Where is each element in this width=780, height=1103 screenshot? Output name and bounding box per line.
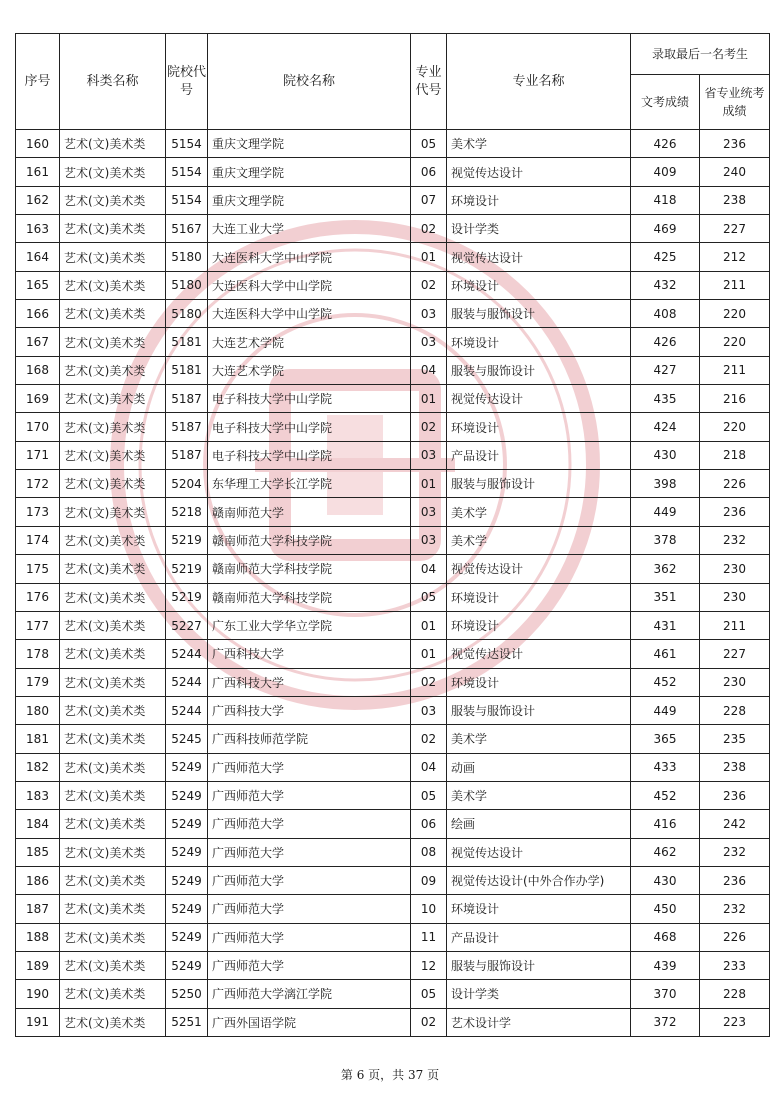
row-province-score: 233: [700, 951, 770, 979]
row-culture-score: 432: [631, 271, 700, 299]
row-category: 艺术(文)美术类: [60, 498, 166, 526]
row-province-score: 226: [700, 923, 770, 951]
row-major-name: 美术学: [447, 725, 631, 753]
row-seq: 168: [16, 356, 60, 384]
row-province-score: 216: [700, 385, 770, 413]
row-major-name: 美术学: [447, 130, 631, 158]
row-school-name: 大连医科大学中山学院: [208, 271, 411, 299]
row-major-name: 产品设计: [447, 923, 631, 951]
row-province-score: 230: [700, 555, 770, 583]
row-culture-score: 409: [631, 158, 700, 186]
row-major-code: 01: [411, 470, 447, 498]
row-school-name: 重庆文理学院: [208, 186, 411, 214]
header-last-admitted: 录取最后一名考生: [631, 34, 770, 75]
row-school-name: 广西科技大学: [208, 640, 411, 668]
row-school-name: 赣南师范大学科技学院: [208, 555, 411, 583]
header-seq: 序号: [16, 34, 60, 130]
row-major-code: 01: [411, 243, 447, 271]
table-row: [16, 271, 770, 299]
row-school-code: 5249: [166, 781, 208, 809]
row-school-code: 5250: [166, 980, 208, 1008]
header-school-name: 院校名称: [208, 34, 411, 130]
row-culture-score: 351: [631, 583, 700, 611]
row-major-name: 服装与服饰设计: [447, 300, 631, 328]
row-culture-score: 430: [631, 866, 700, 894]
row-category: 艺术(文)美术类: [60, 753, 166, 781]
row-major-name: 环境设计: [447, 668, 631, 696]
table-row: [16, 158, 770, 186]
row-school-code: 5245: [166, 725, 208, 753]
table-row: [16, 356, 770, 384]
table-row: [16, 130, 770, 158]
row-school-name: 赣南师范大学科技学院: [208, 583, 411, 611]
row-culture-score: 416: [631, 810, 700, 838]
row-seq: 172: [16, 470, 60, 498]
row-school-name: 广西科技大学: [208, 696, 411, 724]
row-seq: 191: [16, 1008, 60, 1036]
row-major-code: 07: [411, 186, 447, 214]
row-major-name: 服装与服饰设计: [447, 470, 631, 498]
row-category: 艺术(文)美术类: [60, 385, 166, 413]
row-culture-score: 461: [631, 640, 700, 668]
row-school-name: 电子科技大学中山学院: [208, 385, 411, 413]
row-seq: 170: [16, 413, 60, 441]
row-culture-score: 450: [631, 895, 700, 923]
table-row: [16, 300, 770, 328]
row-school-code: 5187: [166, 413, 208, 441]
row-school-name: 重庆文理学院: [208, 130, 411, 158]
row-major-name: 视觉传达设计: [447, 640, 631, 668]
row-seq: 177: [16, 611, 60, 639]
row-culture-score: 418: [631, 186, 700, 214]
row-major-name: 产品设计: [447, 441, 631, 469]
row-school-name: 大连医科大学中山学院: [208, 243, 411, 271]
row-seq: 184: [16, 810, 60, 838]
row-school-name: 广西师范大学: [208, 781, 411, 809]
row-province-score: 232: [700, 838, 770, 866]
row-province-score: 236: [700, 781, 770, 809]
row-seq: 178: [16, 640, 60, 668]
row-province-score: 211: [700, 356, 770, 384]
table-row: [16, 441, 770, 469]
row-category: 艺术(文)美术类: [60, 668, 166, 696]
row-major-name: 视觉传达设计: [447, 385, 631, 413]
row-school-name: 电子科技大学中山学院: [208, 441, 411, 469]
row-seq: 183: [16, 781, 60, 809]
table-row: [16, 470, 770, 498]
row-province-score: 220: [700, 328, 770, 356]
row-category: 艺术(文)美术类: [60, 1008, 166, 1036]
row-major-name: 美术学: [447, 781, 631, 809]
row-seq: 188: [16, 923, 60, 951]
row-school-name: 广西师范大学: [208, 866, 411, 894]
row-school-name: 大连艺术学院: [208, 356, 411, 384]
row-school-code: 5249: [166, 866, 208, 894]
row-seq: 190: [16, 980, 60, 1008]
row-category: 艺术(文)美术类: [60, 470, 166, 498]
row-school-name: 广西科技大学: [208, 668, 411, 696]
row-category: 艺术(文)美术类: [60, 696, 166, 724]
row-major-code: 04: [411, 356, 447, 384]
row-school-name: 广西师范大学: [208, 810, 411, 838]
row-province-score: 227: [700, 215, 770, 243]
row-culture-score: 433: [631, 753, 700, 781]
row-seq: 186: [16, 866, 60, 894]
row-province-score: 218: [700, 441, 770, 469]
row-school-code: 5204: [166, 470, 208, 498]
table-row: [16, 838, 770, 866]
row-category: 艺术(文)美术类: [60, 583, 166, 611]
row-school-code: 5249: [166, 923, 208, 951]
row-major-name: 设计学类: [447, 215, 631, 243]
row-province-score: 240: [700, 158, 770, 186]
row-category: 艺术(文)美术类: [60, 838, 166, 866]
row-culture-score: 408: [631, 300, 700, 328]
header-culture-score: 文考成绩: [631, 75, 700, 130]
row-school-name: 广西师范大学: [208, 838, 411, 866]
row-category: 艺术(文)美术类: [60, 980, 166, 1008]
row-major-name: 绘画: [447, 810, 631, 838]
row-category: 艺术(文)美术类: [60, 555, 166, 583]
table-row: [16, 413, 770, 441]
row-major-name: 服装与服饰设计: [447, 696, 631, 724]
row-province-score: 236: [700, 130, 770, 158]
row-major-code: 02: [411, 413, 447, 441]
row-seq: 181: [16, 725, 60, 753]
row-school-code: 5219: [166, 583, 208, 611]
row-major-name: 视觉传达设计: [447, 838, 631, 866]
row-major-code: 02: [411, 725, 447, 753]
row-seq: 165: [16, 271, 60, 299]
row-province-score: 226: [700, 470, 770, 498]
row-school-code: 5180: [166, 271, 208, 299]
row-school-code: 5249: [166, 810, 208, 838]
row-culture-score: 452: [631, 781, 700, 809]
row-category: 艺术(文)美术类: [60, 640, 166, 668]
row-school-code: 5181: [166, 356, 208, 384]
row-school-code: 5227: [166, 611, 208, 639]
table-row: [16, 215, 770, 243]
header-province-score: 省专业统考成绩: [700, 75, 770, 130]
row-major-code: 03: [411, 498, 447, 526]
table-row: [16, 328, 770, 356]
row-culture-score: 430: [631, 441, 700, 469]
row-province-score: 236: [700, 866, 770, 894]
row-culture-score: 365: [631, 725, 700, 753]
row-category: 艺术(文)美术类: [60, 923, 166, 951]
row-major-name: 环境设计: [447, 328, 631, 356]
row-category: 艺术(文)美术类: [60, 413, 166, 441]
row-seq: 169: [16, 385, 60, 413]
row-school-code: 5219: [166, 555, 208, 583]
row-major-name: 环境设计: [447, 413, 631, 441]
row-culture-score: 468: [631, 923, 700, 951]
row-school-name: 广西师范大学: [208, 895, 411, 923]
row-seq: 187: [16, 895, 60, 923]
row-seq: 171: [16, 441, 60, 469]
row-seq: 179: [16, 668, 60, 696]
row-culture-score: 439: [631, 951, 700, 979]
row-major-name: 美术学: [447, 526, 631, 554]
table-row: [16, 498, 770, 526]
row-province-score: 228: [700, 980, 770, 1008]
row-seq: 182: [16, 753, 60, 781]
row-major-code: 03: [411, 696, 447, 724]
row-major-name: 艺术设计学: [447, 1008, 631, 1036]
row-school-code: 5249: [166, 951, 208, 979]
admission-table: [15, 33, 770, 1037]
header-major-name: 专业名称: [447, 34, 631, 130]
row-province-score: 238: [700, 186, 770, 214]
row-seq: 166: [16, 300, 60, 328]
table-row: [16, 781, 770, 809]
row-major-code: 04: [411, 753, 447, 781]
row-major-name: 环境设计: [447, 186, 631, 214]
row-province-score: 230: [700, 668, 770, 696]
row-culture-score: 425: [631, 243, 700, 271]
row-category: 艺术(文)美术类: [60, 186, 166, 214]
row-major-code: 01: [411, 611, 447, 639]
row-school-name: 大连医科大学中山学院: [208, 300, 411, 328]
row-school-code: 5187: [166, 385, 208, 413]
row-culture-score: 449: [631, 696, 700, 724]
row-school-name: 广西外国语学院: [208, 1008, 411, 1036]
row-school-code: 5219: [166, 526, 208, 554]
row-school-code: 5187: [166, 441, 208, 469]
row-province-score: 232: [700, 526, 770, 554]
row-school-code: 5154: [166, 130, 208, 158]
header-school-code: 院校代号: [166, 34, 208, 130]
row-culture-score: 378: [631, 526, 700, 554]
row-major-name: 视觉传达设计: [447, 158, 631, 186]
table-row: [16, 385, 770, 413]
row-province-score: 220: [700, 413, 770, 441]
row-major-name: 视觉传达设计(中外合作办学): [447, 866, 631, 894]
row-major-name: 服装与服饰设计: [447, 356, 631, 384]
row-category: 艺术(文)美术类: [60, 441, 166, 469]
table-row: [16, 668, 770, 696]
row-school-code: 5154: [166, 158, 208, 186]
row-category: 艺术(文)美术类: [60, 215, 166, 243]
table-row: [16, 696, 770, 724]
row-culture-score: 426: [631, 328, 700, 356]
row-major-code: 03: [411, 526, 447, 554]
row-category: 艺术(文)美术类: [60, 271, 166, 299]
row-culture-score: 449: [631, 498, 700, 526]
row-province-score: 242: [700, 810, 770, 838]
row-category: 艺术(文)美术类: [60, 895, 166, 923]
row-culture-score: 362: [631, 555, 700, 583]
row-major-name: 美术学: [447, 498, 631, 526]
row-category: 艺术(文)美术类: [60, 951, 166, 979]
row-seq: 189: [16, 951, 60, 979]
row-major-code: 09: [411, 866, 447, 894]
row-school-code: 5218: [166, 498, 208, 526]
row-culture-score: 398: [631, 470, 700, 498]
row-major-name: 视觉传达设计: [447, 555, 631, 583]
row-major-code: 02: [411, 1008, 447, 1036]
table-row: [16, 895, 770, 923]
row-school-code: 5180: [166, 300, 208, 328]
row-province-score: 228: [700, 696, 770, 724]
row-major-code: 03: [411, 328, 447, 356]
row-school-code: 5249: [166, 838, 208, 866]
row-school-code: 5167: [166, 215, 208, 243]
row-province-score: 232: [700, 895, 770, 923]
row-major-code: 06: [411, 810, 447, 838]
row-major-code: 05: [411, 980, 447, 1008]
row-province-score: 211: [700, 271, 770, 299]
row-major-code: 12: [411, 951, 447, 979]
row-school-name: 广西科技师范学院: [208, 725, 411, 753]
row-major-code: 04: [411, 555, 447, 583]
row-major-name: 视觉传达设计: [447, 243, 631, 271]
row-seq: 174: [16, 526, 60, 554]
row-school-code: 5244: [166, 668, 208, 696]
header-major-code: 专业代号: [411, 34, 447, 130]
table-row: [16, 243, 770, 271]
row-school-name: 广西师范大学: [208, 951, 411, 979]
row-major-code: 11: [411, 923, 447, 951]
row-culture-score: 370: [631, 980, 700, 1008]
row-category: 艺术(文)美术类: [60, 866, 166, 894]
row-culture-score: 469: [631, 215, 700, 243]
table-row: [16, 526, 770, 554]
row-major-name: 环境设计: [447, 611, 631, 639]
row-major-code: 02: [411, 215, 447, 243]
row-category: 艺术(文)美术类: [60, 130, 166, 158]
header-category: 科类名称: [60, 34, 166, 130]
row-major-name: 服装与服饰设计: [447, 951, 631, 979]
row-seq: 175: [16, 555, 60, 583]
row-category: 艺术(文)美术类: [60, 725, 166, 753]
row-province-score: 211: [700, 611, 770, 639]
row-school-name: 广西师范大学漓江学院: [208, 980, 411, 1008]
row-culture-score: 424: [631, 413, 700, 441]
row-major-code: 08: [411, 838, 447, 866]
row-province-score: 212: [700, 243, 770, 271]
row-school-name: 广西师范大学: [208, 753, 411, 781]
row-category: 艺术(文)美术类: [60, 611, 166, 639]
row-category: 艺术(文)美术类: [60, 158, 166, 186]
row-school-name: 电子科技大学中山学院: [208, 413, 411, 441]
row-category: 艺术(文)美术类: [60, 526, 166, 554]
row-major-code: 03: [411, 441, 447, 469]
row-major-code: 05: [411, 583, 447, 611]
row-category: 艺术(文)美术类: [60, 356, 166, 384]
table-row: [16, 810, 770, 838]
row-category: 艺术(文)美术类: [60, 243, 166, 271]
row-province-score: 230: [700, 583, 770, 611]
row-major-code: 03: [411, 300, 447, 328]
row-school-code: 5249: [166, 753, 208, 781]
row-major-code: 05: [411, 130, 447, 158]
row-major-code: 05: [411, 781, 447, 809]
table-row: [16, 725, 770, 753]
table-row: [16, 640, 770, 668]
row-seq: 176: [16, 583, 60, 611]
row-category: 艺术(文)美术类: [60, 810, 166, 838]
row-province-score: 238: [700, 753, 770, 781]
row-culture-score: 452: [631, 668, 700, 696]
row-school-code: 5251: [166, 1008, 208, 1036]
table-row: [16, 186, 770, 214]
row-school-code: 5244: [166, 696, 208, 724]
table-row: [16, 866, 770, 894]
row-seq: 161: [16, 158, 60, 186]
row-culture-score: 426: [631, 130, 700, 158]
row-school-name: 广西师范大学: [208, 923, 411, 951]
row-major-name: 设计学类: [447, 980, 631, 1008]
table-row: [16, 951, 770, 979]
row-school-code: 5180: [166, 243, 208, 271]
row-major-name: 环境设计: [447, 583, 631, 611]
page-footer: 第 6 页，共 37 页: [340, 1068, 440, 1082]
row-school-code: 5249: [166, 895, 208, 923]
row-major-code: 01: [411, 640, 447, 668]
row-school-name: 赣南师范大学: [208, 498, 411, 526]
table-row: [16, 1008, 770, 1036]
row-category: 艺术(文)美术类: [60, 300, 166, 328]
row-category: 艺术(文)美术类: [60, 328, 166, 356]
row-school-name: 大连工业大学: [208, 215, 411, 243]
row-category: 艺术(文)美术类: [60, 781, 166, 809]
row-school-name: 广东工业大学华立学院: [208, 611, 411, 639]
row-major-name: 环境设计: [447, 895, 631, 923]
row-seq: 185: [16, 838, 60, 866]
row-culture-score: 431: [631, 611, 700, 639]
row-seq: 160: [16, 130, 60, 158]
row-culture-score: 462: [631, 838, 700, 866]
row-seq: 167: [16, 328, 60, 356]
row-culture-score: 427: [631, 356, 700, 384]
row-school-name: 东华理工大学长江学院: [208, 470, 411, 498]
table-row: [16, 980, 770, 1008]
row-school-name: 重庆文理学院: [208, 158, 411, 186]
row-major-code: 02: [411, 668, 447, 696]
row-school-code: 5154: [166, 186, 208, 214]
row-seq: 163: [16, 215, 60, 243]
table-row: [16, 923, 770, 951]
row-province-score: 223: [700, 1008, 770, 1036]
row-province-score: 220: [700, 300, 770, 328]
row-seq: 162: [16, 186, 60, 214]
row-major-name: 环境设计: [447, 271, 631, 299]
row-culture-score: 435: [631, 385, 700, 413]
row-major-code: 10: [411, 895, 447, 923]
row-seq: 164: [16, 243, 60, 271]
row-province-score: 227: [700, 640, 770, 668]
row-school-name: 大连艺术学院: [208, 328, 411, 356]
table-row: [16, 611, 770, 639]
row-province-score: 235: [700, 725, 770, 753]
table-row: [16, 555, 770, 583]
row-province-score: 236: [700, 498, 770, 526]
row-seq: 180: [16, 696, 60, 724]
row-school-code: 5181: [166, 328, 208, 356]
table-row: [16, 583, 770, 611]
row-seq: 173: [16, 498, 60, 526]
row-school-name: 赣南师范大学科技学院: [208, 526, 411, 554]
row-culture-score: 372: [631, 1008, 700, 1036]
row-major-name: 动画: [447, 753, 631, 781]
row-major-code: 06: [411, 158, 447, 186]
row-major-code: 01: [411, 385, 447, 413]
row-major-code: 02: [411, 271, 447, 299]
table-row: [16, 753, 770, 781]
row-school-code: 5244: [166, 640, 208, 668]
